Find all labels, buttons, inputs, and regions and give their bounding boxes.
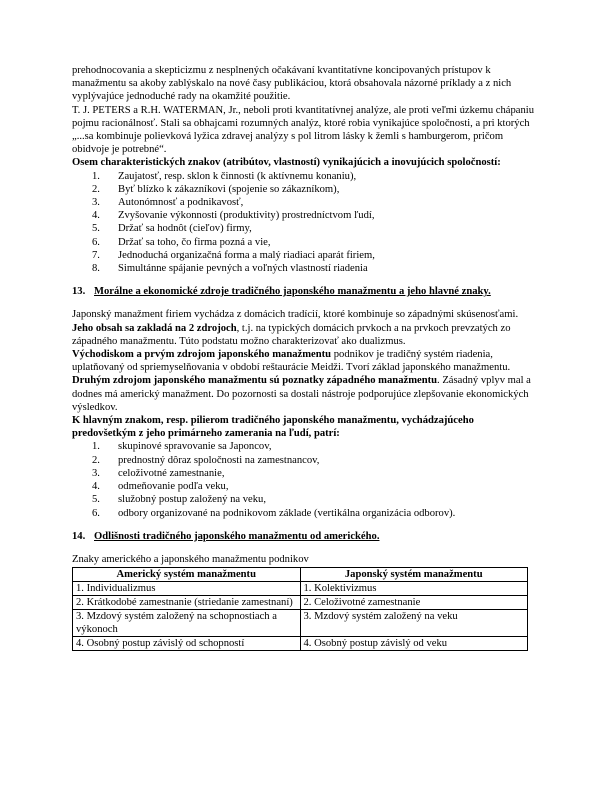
table-row <box>73 582 528 596</box>
eight-traits-title: Osem charakteristických znakov (atribútov, vlastností) vynikajúcich a inovujúcich spoločností: <box>72 157 501 169</box>
list-item: 6. odbory organizované na podnikovom základe (vertikálna organizácia odborov). <box>92 507 456 519</box>
section-13-paragraph-1: Japonský manažment firiem vychádza z domácich tradícií, ktoré kombinuje so západnými skúsenosťami. Jeho obsah sa zakladá na 2 zdrojoch, t.j. na typických domácich prvkoch a na prvkoch prevzatých zo západného manažmentu. Túto podstatu možno charakterizovať ako dualizmus. <box>72 309 519 347</box>
list-item: 1. skupinové spravovanie sa Japoncov, <box>92 441 272 453</box>
list-item: 1. Zaujatosť, resp. sklon k činnosti (k aktívnemu konaniu), <box>92 170 357 182</box>
section-13-paragraph-3: Druhým zdrojom japonského manažmentu sú poznatky západného manažmentu. Zásadný vplyv mal a dodnes má americký manažment. Do pozornosti sa dostali nástroje podporujúce zlepšovanie ekonomických výsledkov. <box>72 375 531 413</box>
column-header-japanese: Japonský systém manažmentu <box>300 568 528 582</box>
table-row <box>73 637 528 651</box>
comparison-table <box>72 567 528 651</box>
list-item: 6. Držať sa toho, čo firma pozná a vie, <box>92 236 271 248</box>
section-13-paragraph-2: Východiskom a prvým zdrojom japonského manažmentu podnikov je tradičný systém riadenia, uplatňovaný od spriemyselňovania v období reštaurácie Meidži. Tvorí základ japonského manažmentu. <box>72 349 511 374</box>
list-item: 2. prednostný dôraz spoločnosti na zamestnancov, <box>92 454 320 466</box>
table-cell: 1. Individualizmus <box>73 582 301 596</box>
eight-traits-list <box>72 170 538 276</box>
table-cell: 4. Osobný postup závislý od schopností <box>73 637 301 651</box>
list-item: 3. Autonómnosť a podnikavosť, <box>92 197 244 209</box>
list-item: 4. Zvyšovanie výkonnosti (produktivity) prostredníctvom ľudí, <box>92 210 375 222</box>
table-caption: Znaky amerického a japonského manažmentu podnikov <box>72 553 309 565</box>
section-13-heading: 13. Morálne a ekonomické zdroje tradičného japonského manažmentu a jeho hlavné znaky. <box>72 286 491 298</box>
list-item: 3. celoživotné zamestnanie, <box>92 467 225 479</box>
list-item: 2. Byť blízko k zákazníkovi (spojenie so zákazníkom), <box>92 183 340 195</box>
table-cell: 1. Kolektivizmus <box>300 582 528 596</box>
table-row <box>73 596 528 610</box>
list-item: 4. odmeňovanie podľa veku, <box>92 481 229 493</box>
list-item: 5. služobný postup založený na veku, <box>92 494 266 506</box>
column-header-american: Americký systém manažmentu <box>73 568 301 582</box>
table-header-row <box>73 568 528 582</box>
intro-paragraph-2: T. J. PETERS a R.H. WATERMAN, Jr., neboli proti kvantitatívnej analýze, ale proti veľmi úzkemu chápaniu pojmu racionálnosť. Stali sa obhajcami rozumných analýz, ktoré robia vynikajúce spoločnosti, a pri ktorých „...sa kombinuje polievková lyžica zdravej analýzy s pol litrom lásky k žemli s hamburgerom, pričom obidvoje je potrebné“. <box>72 104 535 156</box>
document-page <box>72 64 538 651</box>
table-cell: 3. Mzdový systém založený na veku <box>300 610 528 637</box>
intro-paragraph-1: prehodnocovania a skepticizmu z nesplnených očakávaní kvantitatívne koncipovaných prístupov k manažmentu sa akoby zablýskalo na nové časy publikáciou, ktorá obsahovala názorné príklady a z nich vyplývajúce jednoduché rady na okamžité použitie. <box>72 65 512 103</box>
pillars-list <box>72 440 538 519</box>
list-item: 8. Simultánne spájanie pevných a voľných vlastností riadenia <box>92 263 368 275</box>
table-cell: 3. Mzdový systém založený na schopnostiach a výkonoch <box>73 610 301 637</box>
section-14-heading: 14. Odlišnosti tradičného japonského manažmentu od amerického. <box>72 530 380 542</box>
table-cell: 4. Osobný postup závislý od veku <box>300 637 528 651</box>
table-cell: 2. Celoživotné zamestnanie <box>300 596 528 610</box>
table-cell: 2. Krátkodobé zamestnanie (striedanie zamestnaní) <box>73 596 301 610</box>
list-item: 5. Držať sa hodnôt (cieľov) firmy, <box>92 223 252 235</box>
section-13-pillars-title: K hlavným znakom, resp. pilierom tradičného japonského manažmentu, vychádzajúceho predovšetkým z jeho primárneho zamerania na ľudí, patrí: <box>72 415 474 440</box>
table-row <box>73 610 528 637</box>
list-item: 7. Jednoduchá organizačná forma a malý riadiaci aparát firiem, <box>92 249 375 261</box>
